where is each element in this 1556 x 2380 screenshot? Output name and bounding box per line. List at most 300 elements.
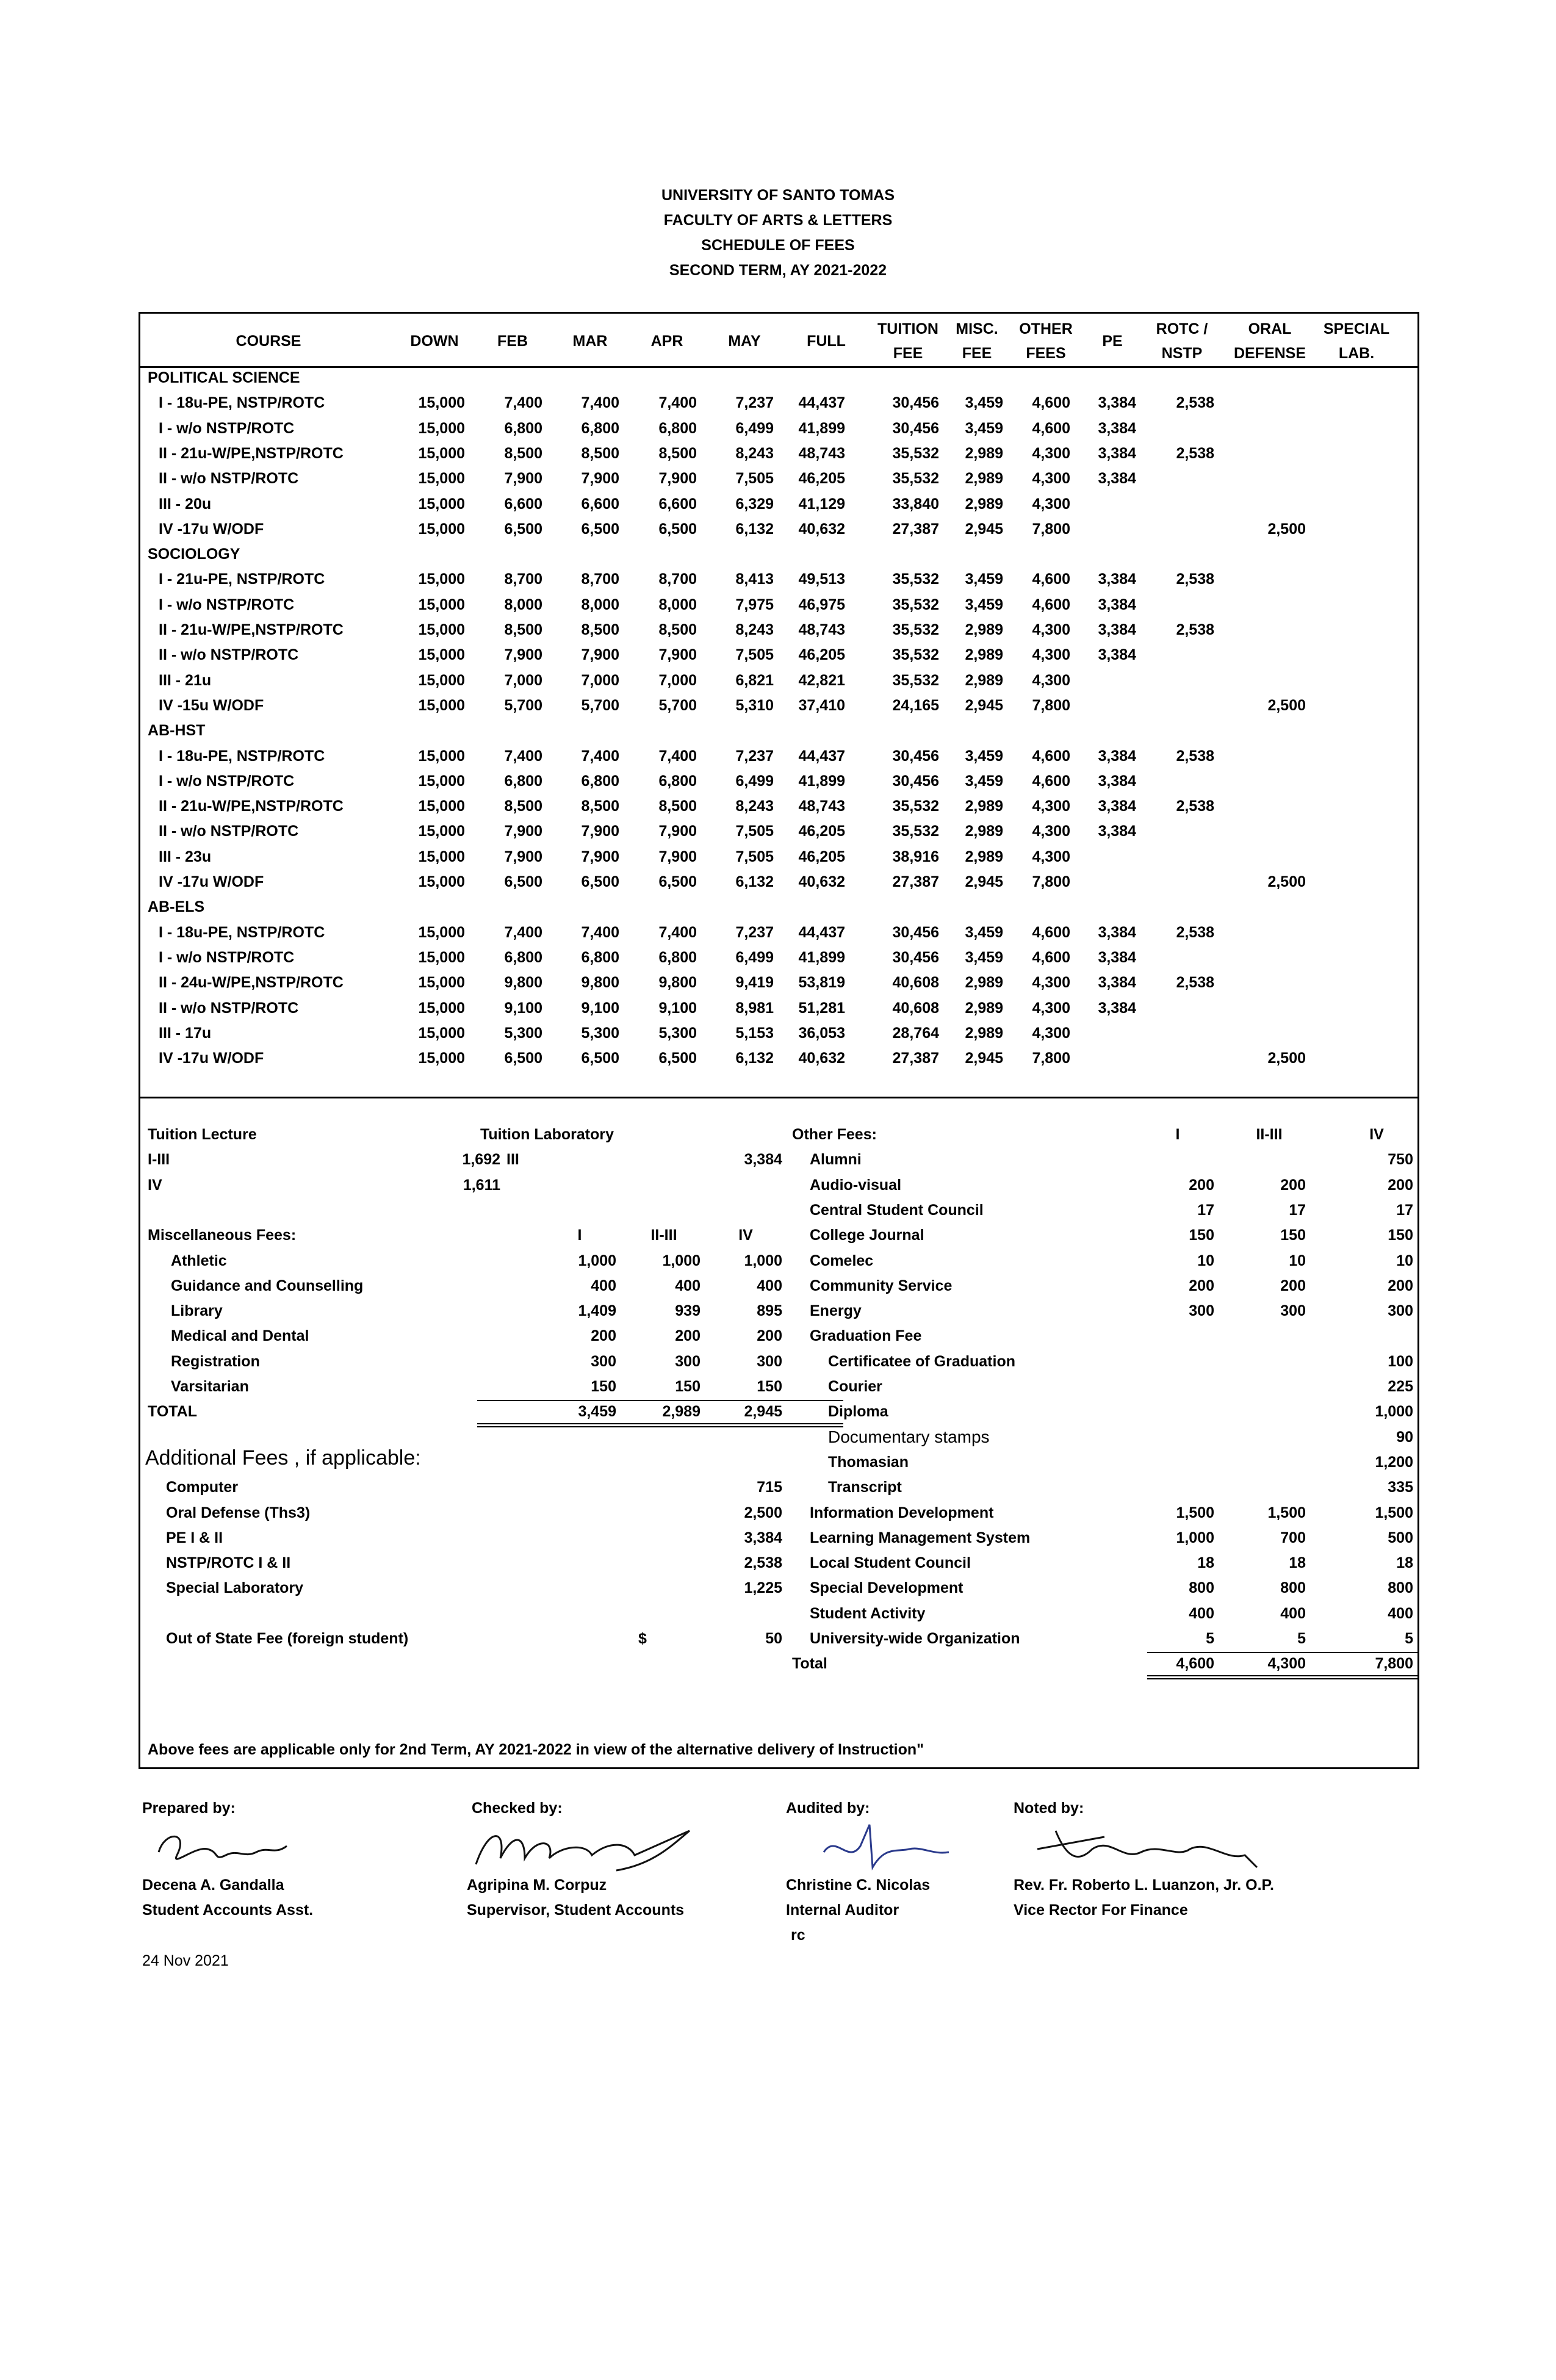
fee-cell: 15,000 (418, 848, 465, 865)
fee-cell: 6,800 (658, 948, 697, 966)
fee-cell: 7,800 (1032, 1050, 1070, 1067)
other-fee-value: 18 (1289, 1554, 1306, 1572)
fee-cell: 8,500 (658, 444, 697, 462)
other-fee-value: 300 (1280, 1302, 1306, 1320)
fee-cell: 2,989 (965, 671, 1003, 689)
fee-cell: 24,165 (892, 696, 939, 714)
fee-cell: 15,000 (418, 495, 465, 513)
fee-cell: 3,384 (1098, 394, 1136, 412)
fee-cell: 15,000 (418, 696, 465, 714)
other-fee-value: 200 (1189, 1277, 1214, 1294)
fee-cell: 7,505 (735, 646, 774, 664)
column-header-course: COURSE (236, 333, 301, 350)
misc-fee-label: Athletic (171, 1252, 227, 1269)
course-level: II - w/o NSTP/ROTC (159, 999, 299, 1017)
column-header-oral: ORAL (1248, 320, 1292, 337)
other-fee-value: 200 (1388, 1176, 1413, 1194)
fee-cell: 9,800 (658, 974, 697, 992)
other-fee-value: 5 (1405, 1630, 1413, 1647)
misc-total-value: 3,459 (578, 1403, 616, 1421)
misc-fee-label: Guidance and Counselling (171, 1277, 364, 1294)
other-fee-value: 400 (1189, 1604, 1214, 1622)
other-fee-label: Alumni (810, 1151, 862, 1169)
fee-cell: 35,532 (892, 798, 939, 815)
header-schedule: SCHEDULE OF FEES (701, 237, 855, 254)
signatory-name: Rev. Fr. Roberto L. Luanzon, Jr. O.P. (1014, 1877, 1274, 1894)
other-fee-value: 800 (1189, 1579, 1214, 1597)
fee-cell: 2,989 (965, 848, 1003, 865)
header-term: SECOND TERM, AY 2021-2022 (669, 262, 887, 279)
fee-cell: 48,743 (798, 798, 845, 815)
fee-cell: 7,900 (504, 646, 542, 664)
fee-cell: 6,800 (504, 419, 542, 437)
fee-cell: 9,800 (581, 974, 619, 992)
course-level: III - 20u (159, 495, 212, 513)
misc-total-value: 2,945 (744, 1403, 782, 1421)
fee-cell: 15,000 (418, 621, 465, 638)
fee-cell: 6,821 (735, 671, 774, 689)
fee-cell: 4,600 (1032, 571, 1070, 588)
fee-cell: 15,000 (418, 1050, 465, 1067)
fee-cell: 6,800 (504, 772, 542, 790)
fee-cell: 7,400 (504, 923, 542, 941)
course-level: II - 21u-W/PE,NSTP/ROTC (159, 621, 344, 638)
other-fee-value: 225 (1388, 1378, 1413, 1395)
misc-fee-value: 300 (757, 1352, 782, 1370)
other-fee-label: Comelec (810, 1252, 874, 1269)
misc-fee-value: 400 (675, 1277, 701, 1294)
other-fee-value: 1,200 (1375, 1453, 1413, 1471)
fee-cell: 7,900 (581, 470, 619, 488)
fee-cell: 7,400 (581, 747, 619, 765)
fee-cell: 7,400 (658, 394, 697, 412)
fee-cell: 15,000 (418, 873, 465, 890)
fee-cell: 7,400 (504, 747, 542, 765)
fee-cell: 9,800 (504, 974, 542, 992)
fee-cell: 6,600 (504, 495, 542, 513)
other-fee-label: Documentary stamps (828, 1427, 990, 1446)
fee-cell: 3,459 (965, 596, 1003, 613)
other-fee-value: 10 (1197, 1252, 1214, 1269)
fee-cell: 37,410 (798, 696, 845, 714)
course-level: IV -17u W/ODF (159, 520, 264, 538)
other-fee-label: Courier (828, 1378, 882, 1395)
fee-cell: 30,456 (892, 923, 939, 941)
fee-cell: 35,532 (892, 571, 939, 588)
fee-cell: 8,500 (581, 798, 619, 815)
section-divider (140, 1097, 1417, 1098)
other-fee-value: 5 (1206, 1630, 1214, 1647)
column-header-special: SPECIAL (1323, 320, 1390, 337)
fee-cell: 2,989 (965, 999, 1003, 1017)
fee-cell: 7,400 (504, 394, 542, 412)
fee-cell: 6,132 (735, 1050, 774, 1067)
misc-fee-value: 1,000 (744, 1252, 782, 1269)
fee-cell: 15,000 (418, 747, 465, 765)
course-level: III - 17u (159, 1024, 212, 1042)
document-date: 24 Nov 2021 (142, 1952, 229, 1969)
fee-cell: 6,500 (658, 520, 697, 538)
fee-cell: 15,000 (418, 520, 465, 538)
fee-cell: 6,499 (735, 772, 774, 790)
course-level: II - w/o NSTP/ROTC (159, 470, 299, 488)
other-fee-value: 800 (1280, 1579, 1306, 1597)
fee-cell: 3,384 (1098, 999, 1136, 1017)
other-fee-label: Special Development (810, 1579, 963, 1597)
fee-cell: 2,500 (1267, 520, 1306, 538)
column-header-full: FULL (807, 333, 846, 350)
misc-fee-value: 300 (675, 1352, 701, 1370)
misc-fees-title: Miscellaneous Fees: (148, 1227, 297, 1244)
fee-cell: 5,153 (735, 1024, 774, 1042)
fee-cell: 7,400 (581, 394, 619, 412)
fee-cell: 41,899 (798, 772, 845, 790)
signatory-initials: rc (791, 1927, 805, 1944)
fee-cell: 6,800 (658, 772, 697, 790)
other-fee-label: Audio-visual (810, 1176, 902, 1194)
other-fee-label: Energy (810, 1302, 862, 1320)
fee-cell: 6,329 (735, 495, 774, 513)
course-level: II - 24u-W/PE,NSTP/ROTC (159, 974, 344, 992)
other-fee-value: 800 (1388, 1579, 1413, 1597)
fee-cell: 3,384 (1098, 923, 1136, 941)
fee-cell: 53,819 (798, 974, 845, 992)
tuition-lecture-value: 1,692 (462, 1151, 500, 1169)
other-fees-title: Other Fees: (792, 1126, 877, 1143)
misc-fee-value: 400 (757, 1277, 782, 1294)
additional-fee-value: 3,384 (744, 1529, 782, 1546)
other-fee-value: 200 (1388, 1277, 1413, 1294)
fee-cell: 3,384 (1098, 798, 1136, 815)
misc-fee-value: 939 (675, 1302, 701, 1320)
fee-cell: 46,975 (798, 596, 845, 613)
other-fee-label: Diploma (828, 1403, 888, 1421)
course-level: III - 21u (159, 671, 212, 689)
fee-cell: 27,387 (892, 520, 939, 538)
header-faculty: FACULTY OF ARTS & LETTERS (663, 212, 893, 229)
fee-cell: 4,300 (1032, 470, 1070, 488)
tuition-lecture-label: I-III (148, 1151, 170, 1169)
fee-cell: 7,505 (735, 848, 774, 865)
course-group-name: AB-ELS (148, 898, 205, 916)
misc-fee-label: Library (171, 1302, 223, 1320)
misc-col-header: I (577, 1227, 582, 1244)
other-fee-label: Learning Management System (810, 1529, 1031, 1546)
fee-cell: 2,538 (1176, 394, 1214, 412)
fee-cell: 8,243 (735, 798, 774, 815)
signatory-title: Student Accounts Asst. (142, 1902, 314, 1919)
other-fee-value: 17 (1197, 1201, 1214, 1219)
fee-cell: 44,437 (798, 394, 845, 412)
fee-cell: 8,413 (735, 571, 774, 588)
additional-fee-label: PE I & II (166, 1529, 223, 1546)
fee-cell: 15,000 (418, 470, 465, 488)
fee-cell: 40,632 (798, 1050, 845, 1067)
fee-cell: 6,500 (581, 520, 619, 538)
fee-cell: 44,437 (798, 923, 845, 941)
other-fee-value: 200 (1280, 1176, 1306, 1194)
tuition-lab-title: Tuition Laboratory (480, 1126, 614, 1143)
fee-cell: 4,300 (1032, 621, 1070, 638)
fee-cell: 2,538 (1176, 444, 1214, 462)
fee-cell: 7,505 (735, 470, 774, 488)
fee-cell: 7,900 (581, 646, 619, 664)
misc-fee-value: 150 (757, 1378, 782, 1395)
other-fee-value: 750 (1388, 1151, 1413, 1169)
fee-cell: 8,000 (658, 596, 697, 613)
column-header-feb: FEB (497, 333, 528, 350)
fee-cell: 38,916 (892, 848, 939, 865)
fee-cell: 6,500 (658, 873, 697, 890)
fee-cell: 2,989 (965, 470, 1003, 488)
misc-total-value: 2,989 (662, 1403, 701, 1421)
course-group-name: SOCIOLOGY (148, 546, 240, 563)
fee-cell: 15,000 (418, 772, 465, 790)
fee-cell: 7,900 (658, 646, 697, 664)
fee-cell: 4,300 (1032, 671, 1070, 689)
misc-total-double-rule (477, 1423, 843, 1427)
fee-cell: 3,459 (965, 419, 1003, 437)
fee-cell: 7,900 (658, 470, 697, 488)
fee-cell: 8,500 (504, 621, 542, 638)
additional-fee-value: 2,538 (744, 1554, 782, 1572)
fee-cell: 4,300 (1032, 1024, 1070, 1042)
signatory-title: Vice Rector For Finance (1014, 1902, 1188, 1919)
course-level: I - w/o NSTP/ROTC (159, 596, 295, 613)
fee-cell: 15,000 (418, 646, 465, 664)
tuition-lecture-title: Tuition Lecture (148, 1126, 257, 1143)
fee-cell: 4,300 (1032, 495, 1070, 513)
out-of-state-currency: $ (638, 1630, 647, 1647)
misc-fee-value: 1,000 (578, 1252, 616, 1269)
fee-cell: 5,310 (735, 696, 774, 714)
column-header-sub: DEFENSE (1233, 345, 1306, 362)
fee-cell: 4,300 (1032, 798, 1070, 815)
fee-cell: 9,419 (735, 974, 774, 992)
fee-cell: 2,989 (965, 823, 1003, 840)
fee-cell: 8,500 (581, 444, 619, 462)
fee-cell: 30,456 (892, 772, 939, 790)
fee-cell: 3,384 (1098, 823, 1136, 840)
other-fee-label: Thomasian (828, 1453, 909, 1471)
fee-cell: 15,000 (418, 999, 465, 1017)
course-level: III - 23u (159, 848, 212, 865)
fee-cell: 3,459 (965, 394, 1003, 412)
fee-cell: 7,900 (504, 470, 542, 488)
fee-cell: 6,500 (504, 1050, 542, 1067)
fee-cell: 8,000 (504, 596, 542, 613)
column-header-sub: FEE (893, 345, 923, 362)
fee-cell: 30,456 (892, 394, 939, 412)
other-fee-value: 5 (1297, 1630, 1306, 1647)
misc-fee-value: 200 (591, 1327, 616, 1345)
course-level: II - 21u-W/PE,NSTP/ROTC (159, 798, 344, 815)
fee-cell: 15,000 (418, 571, 465, 588)
column-header-apr: APR (650, 333, 683, 350)
fee-cell: 3,459 (965, 923, 1003, 941)
fee-cell: 2,989 (965, 495, 1003, 513)
fee-cell: 15,000 (418, 974, 465, 992)
fee-cell: 6,132 (735, 873, 774, 890)
column-header-tuition: TUITION (877, 320, 938, 337)
other-fee-value: 150 (1388, 1227, 1413, 1244)
course-level: II - w/o NSTP/ROTC (159, 646, 299, 664)
fee-cell: 48,743 (798, 444, 845, 462)
fee-cell: 7,800 (1032, 520, 1070, 538)
signatory-title: Internal Auditor (786, 1902, 899, 1919)
misc-fee-value: 200 (675, 1327, 701, 1345)
fee-cell: 6,499 (735, 948, 774, 966)
fee-cell: 5,700 (658, 696, 697, 714)
fee-cell: 46,205 (798, 646, 845, 664)
fee-cell: 5,700 (504, 696, 542, 714)
fee-cell: 3,384 (1098, 772, 1136, 790)
fee-cell: 4,300 (1032, 999, 1070, 1017)
misc-fee-label: Medical and Dental (171, 1327, 309, 1345)
other-fee-value: 1,500 (1375, 1504, 1413, 1521)
fee-cell: 6,500 (504, 873, 542, 890)
column-header-pe: PE (1102, 333, 1123, 350)
column-header-down: DOWN (410, 333, 459, 350)
fee-cell: 4,600 (1032, 747, 1070, 765)
fee-cell: 8,981 (735, 999, 774, 1017)
fee-cell: 3,384 (1098, 747, 1136, 765)
fee-cell: 9,100 (581, 999, 619, 1017)
other-fee-value: 400 (1388, 1604, 1413, 1622)
fee-cell: 28,764 (892, 1024, 939, 1042)
fee-cell: 7,400 (581, 923, 619, 941)
misc-fee-value: 150 (591, 1378, 616, 1395)
other-fee-label: Graduation Fee (810, 1327, 922, 1345)
column-header-may: MAY (728, 333, 761, 350)
column-header-sub: NSTP (1161, 345, 1203, 362)
fee-cell: 8,500 (581, 621, 619, 638)
fee-cell: 3,384 (1098, 444, 1136, 462)
fee-cell: 30,456 (892, 419, 939, 437)
fee-cell: 4,600 (1032, 394, 1070, 412)
fee-cell: 2,538 (1176, 974, 1214, 992)
fee-cell: 46,205 (798, 470, 845, 488)
course-level: IV -15u W/ODF (159, 696, 264, 714)
signatory-name: Christine C. Nicolas (786, 1877, 931, 1894)
fee-cell: 8,243 (735, 444, 774, 462)
fee-cell: 2,989 (965, 1024, 1003, 1042)
fee-cell: 4,600 (1032, 772, 1070, 790)
signatory-name: Decena A. Gandalla (142, 1877, 284, 1894)
fee-cell: 2,989 (965, 646, 1003, 664)
fee-cell: 2,989 (965, 621, 1003, 638)
fee-cell: 2,989 (965, 798, 1003, 815)
other-fee-value: 400 (1280, 1604, 1306, 1622)
fee-cell: 3,384 (1098, 571, 1136, 588)
fee-cell: 7,237 (735, 923, 774, 941)
fee-cell: 2,500 (1267, 696, 1306, 714)
fee-cell: 7,000 (658, 671, 697, 689)
signatory-role: Prepared by: (142, 1800, 236, 1817)
signature-mark (812, 1822, 958, 1870)
additional-fee-value: 2,500 (744, 1504, 782, 1521)
other-fees-col-header: II-III (1256, 1126, 1283, 1143)
signatory-role: Noted by: (1014, 1800, 1084, 1817)
signatory-role: Checked by: (472, 1800, 563, 1817)
fee-cell: 35,532 (892, 646, 939, 664)
other-fee-label: Information Development (810, 1504, 994, 1521)
additional-fee-label: NSTP/ROTC I & II (166, 1554, 291, 1572)
additional-fee-value: 715 (757, 1479, 782, 1496)
fee-cell: 2,538 (1176, 798, 1214, 815)
misc-fee-value: 300 (591, 1352, 616, 1370)
fee-cell: 4,300 (1032, 646, 1070, 664)
fee-cell: 8,000 (581, 596, 619, 613)
fee-cell: 35,532 (892, 470, 939, 488)
signature-mark (1031, 1825, 1263, 1877)
fee-cell: 7,237 (735, 747, 774, 765)
fee-cell: 9,100 (504, 999, 542, 1017)
fee-cell: 6,499 (735, 419, 774, 437)
document-header (0, 183, 1556, 283)
other-fee-label: Student Activity (810, 1604, 926, 1622)
column-header-rotc: ROTC / (1156, 320, 1208, 337)
signature-mark (153, 1828, 293, 1870)
fee-schedule-box (139, 312, 1419, 1769)
misc-fee-value: 895 (757, 1302, 782, 1320)
fee-cell: 2,538 (1176, 571, 1214, 588)
additional-fee-label: Computer (166, 1479, 239, 1496)
course-level: I - w/o NSTP/ROTC (159, 419, 295, 437)
fee-cell: 27,387 (892, 873, 939, 890)
fee-cell: 35,532 (892, 671, 939, 689)
course-level: I - 18u-PE, NSTP/ROTC (159, 747, 325, 765)
fee-cell: 40,608 (892, 974, 939, 992)
other-fee-value: 17 (1396, 1201, 1413, 1219)
out-of-state-label: Out of State Fee (foreign student) (166, 1630, 409, 1647)
course-level: I - 18u-PE, NSTP/ROTC (159, 394, 325, 412)
other-fee-label: Community Service (810, 1277, 953, 1294)
fee-cell: 8,500 (658, 798, 697, 815)
course-group-name: POLITICAL SCIENCE (148, 369, 300, 386)
other-fees-col-header: I (1175, 1126, 1180, 1143)
fee-cell: 2,945 (965, 696, 1003, 714)
fee-cell: 2,945 (965, 520, 1003, 538)
fee-cell: 4,300 (1032, 823, 1070, 840)
fee-cell: 15,000 (418, 671, 465, 689)
tuition-lecture-value: 1,611 (463, 1176, 500, 1194)
other-fee-label: Local Student Council (810, 1554, 971, 1572)
column-header-sub: FEE (962, 345, 992, 362)
signature-mark (470, 1822, 702, 1877)
column-header-mar: MAR (572, 333, 608, 350)
other-fee-value: 200 (1189, 1176, 1214, 1194)
other-fee-label: Central Student Council (810, 1201, 984, 1219)
additional-fee-value: 1,225 (744, 1579, 782, 1597)
fee-cell: 15,000 (418, 444, 465, 462)
fee-cell: 6,800 (504, 948, 542, 966)
fee-cell: 15,000 (418, 1024, 465, 1042)
fee-cell: 6,132 (735, 520, 774, 538)
other-fee-value: 1,000 (1375, 1403, 1413, 1421)
additional-fee-label: Oral Defense (Ths3) (166, 1504, 311, 1521)
header-university: UNIVERSITY OF SANTO TOMAS (661, 187, 895, 204)
fee-cell: 27,387 (892, 1050, 939, 1067)
fee-cell: 6,500 (504, 520, 542, 538)
other-total-rule (1147, 1652, 1419, 1653)
fee-cell: 8,500 (504, 798, 542, 815)
fee-cell: 4,600 (1032, 923, 1070, 941)
fee-cell: 5,700 (581, 696, 619, 714)
fee-cell: 7,400 (658, 747, 697, 765)
other-fee-label: College Journal (810, 1227, 924, 1244)
fee-cell: 35,532 (892, 444, 939, 462)
